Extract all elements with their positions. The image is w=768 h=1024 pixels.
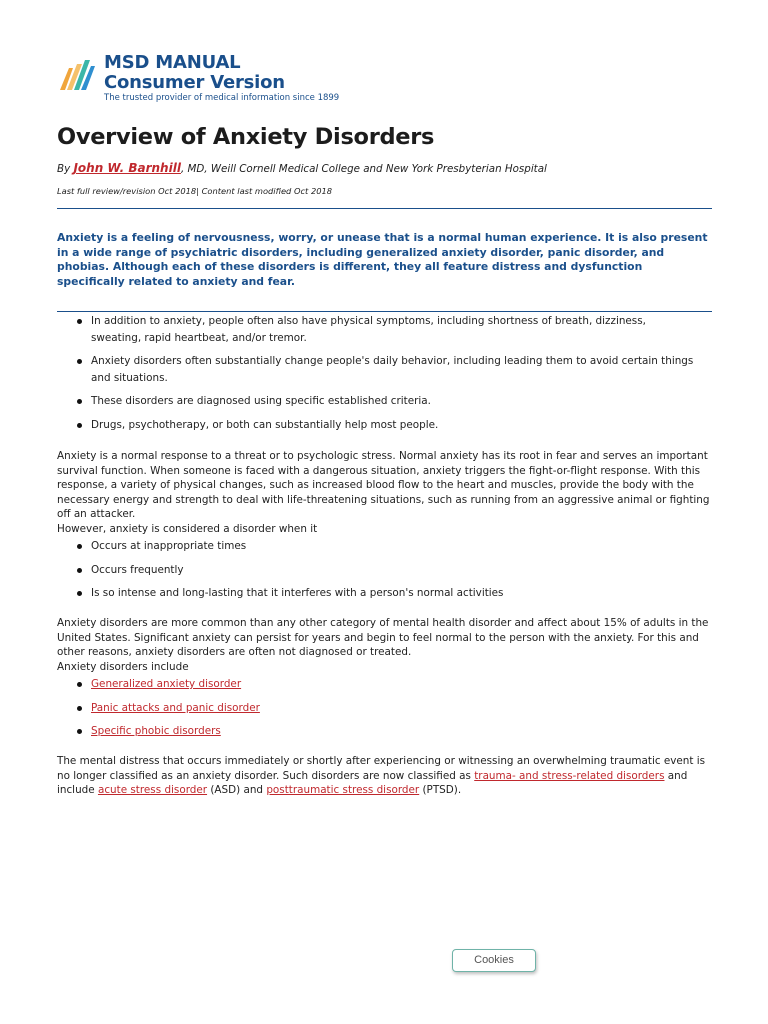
list-item: Occurs at inappropriate times xyxy=(57,538,697,555)
link-trauma-stress-disorders[interactable]: trauma- and stress-related disorders xyxy=(474,769,665,782)
byline xyxy=(57,160,547,177)
list-item: In addition to anxiety, people often also have physical symptoms, including shortness of breath, dizziness, sweating, rapid heartbeat, and/or tremor. xyxy=(57,313,697,346)
paragraph: However, anxiety is considered a disorder when it xyxy=(57,523,318,535)
disorder-criteria-list xyxy=(57,538,697,609)
link-specific-phobic-disorders[interactable]: Specific phobic disorders xyxy=(91,725,221,737)
cookies-button[interactable]: Cookies xyxy=(452,949,536,972)
paragraph: Anxiety disorders are more common than any other category of mental health disorder and affect about 15% of adults in the United States. Significant anxiety can persist for years and begin to feel normal to the person with the anxiety. For this and other reasons, anxiety disorders are often not diagnosed or treated. xyxy=(57,617,709,659)
list-item xyxy=(57,723,697,740)
author-affiliation: , MD, Weill Cornell Medical College and New York Presbyterian Hospital xyxy=(180,163,547,175)
paragraph: The mental distress that occurs immediately or shortly after experiencing or witnessing an overwhelming traumatic event is no longer classified as an anxiety disorder. Such disorders are now classified as trauma- and stress-related disorders and include acute stress disorder (ASD) and posttraumatic stress disorder (PTSD). xyxy=(57,755,706,797)
brand-tagline: The trusted provider of medical information since 1899 xyxy=(104,93,340,103)
link-generalized-anxiety-disorder[interactable]: Generalized anxiety disorder xyxy=(91,678,242,690)
list-item: Anxiety disorders often substantially change people's daily behavior, including leading them to avoid certain things and situations. xyxy=(57,353,697,386)
list-item: Occurs frequently xyxy=(57,562,697,579)
page-title: Overview of Anxiety Disorders xyxy=(57,124,435,150)
brand-subtitle: Consumer Version xyxy=(104,72,285,93)
divider xyxy=(57,208,712,209)
key-points-list xyxy=(57,313,697,440)
list-item: These disorders are diagnosed using specific established criteria. xyxy=(57,393,697,410)
revision-date: Last full review/revision Oct 2018| Content last modified Oct 2018 xyxy=(57,186,333,196)
brand-logo[interactable] xyxy=(57,52,377,106)
link-acute-stress-disorder[interactable]: acute stress disorder xyxy=(97,784,208,797)
link-panic-disorder[interactable]: Panic attacks and panic disorder xyxy=(91,701,260,714)
list-item xyxy=(57,700,697,717)
author-link[interactable]: John W. Barnhill xyxy=(73,161,181,175)
list-item: Is so intense and long-lasting that it interferes with a person's normal activities xyxy=(57,585,697,602)
list-item: Drugs, psychotherapy, or both can substantially help most people. xyxy=(57,417,697,434)
divider xyxy=(57,311,712,312)
paragraph: Anxiety disorders include xyxy=(57,661,189,673)
list-item xyxy=(57,676,697,693)
link-ptsd[interactable]: posttraumatic stress disorder xyxy=(266,784,420,797)
brand-title: MSD MANUAL xyxy=(104,52,241,73)
byline-prefix: By xyxy=(57,163,71,175)
paragraph: Anxiety is a normal response to a threat or to psychologic stress. Normal anxiety has its root in fear and serves an important survival function. When someone is faced with a dangerous situation, anxiety triggers the fight-or-flight response. With this response, a variety of physical changes, such as increased blood flow to the heart and muscles, provide the body with the necessary energy and strength to deal with life-threatening situations, such as running from an aggressive animal or fighting off an attacker. xyxy=(57,450,710,521)
msd-logo-icon xyxy=(57,56,97,96)
intro-summary: Anxiety is a feeling of nervousness, worry, or unease that is a normal human experience. It is also present in a wide range of psychiatric disorders, including generalized anxiety disorder, panic disorder, and phobias. Although each of these disorders is different, they all feature distress and dysfunction specifically related to anxiety and fear. xyxy=(57,231,708,288)
disorder-links-list xyxy=(57,676,697,747)
